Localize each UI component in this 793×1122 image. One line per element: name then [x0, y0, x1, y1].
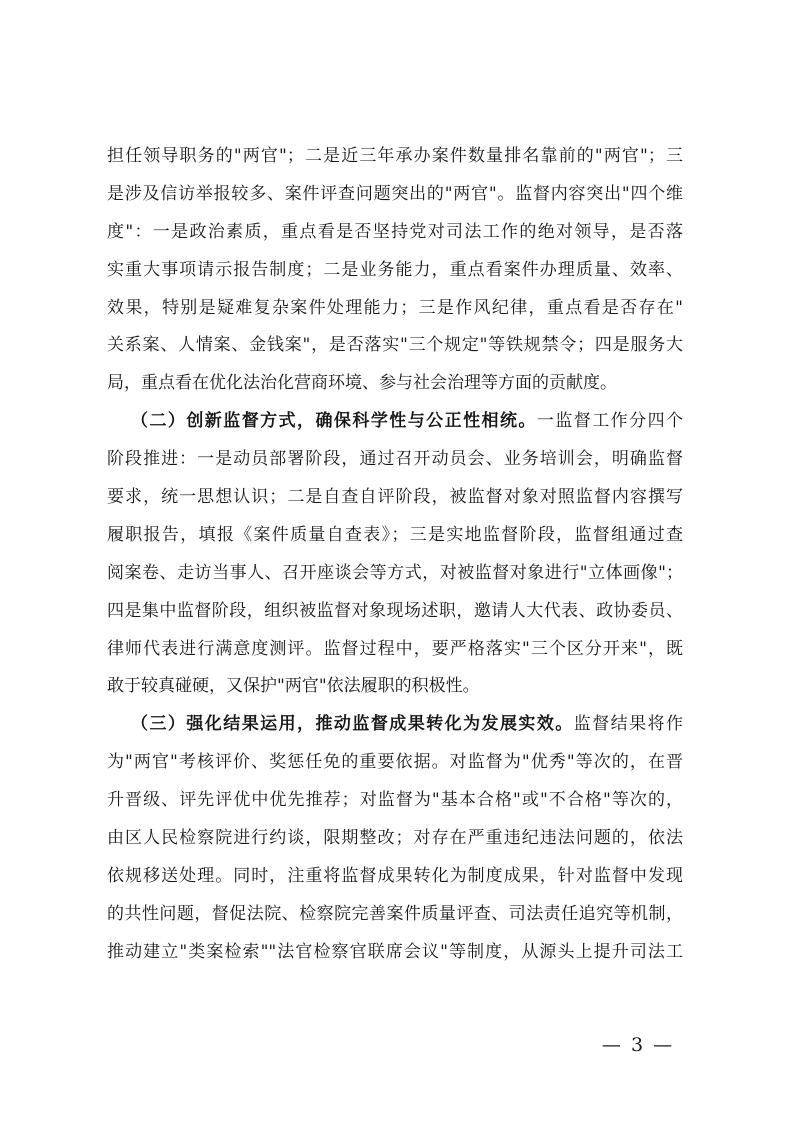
paragraph-section-2: [107, 403, 683, 706]
body-line: 关系案、人情案、金钱案"，是否落实"三个规定"等铁规禁令；四是服务大: [107, 335, 683, 356]
body-line: 依规移送处理。同时，注重将监督成果转化为制度成果，针对监督中发现: [107, 865, 683, 886]
body-line: 为"两官"考核评价、奖惩任免的重要依据。对监督为"优秀"等次的，在晋: [107, 752, 683, 773]
body-text-run: 监督结果将作: [573, 714, 684, 735]
body-line: 担任领导职务的"两官"；二是近三年承办案件数量排名靠前的"两官"；三: [107, 146, 683, 166]
body-line: 要求，统一思想认识；二是自查自评阶段，被监督对象对照监督内容撰写: [107, 487, 683, 508]
body-line: 局，重点看在优化法治化营商环境、参与社会治理等方面的贡献度。: [107, 373, 617, 394]
body-line: 阶段推进：一是动员部署阶段，通过召开动员会、业务培训会，明确监督: [107, 449, 683, 470]
body-line: 四是集中监督阶段，组织被监督对象现场述职，邀请人大代表、政协委员、: [107, 600, 683, 621]
body-line: [107, 403, 683, 441]
section-heading: （二）创新监督方式，确保科学性与公正性相统。: [131, 411, 537, 432]
body-line: 敢于较真碰硬，又保护"两官"依法履职的积极性。: [107, 676, 480, 697]
body-line: 实重大事项请示报告制度；二是业务能力，重点看案件办理质量、效率、: [107, 259, 683, 280]
page-number: — 3 —: [601, 1034, 675, 1056]
body-text-run: 一监督工作分四个: [536, 411, 684, 432]
body-line: 是涉及信访举报较多、案件评查问题突出的"两官"。监督内容突出"四个维: [107, 183, 683, 204]
paragraph-continuation: [107, 138, 683, 403]
body-line: 升晋级、评先评优中优先推荐；对监督为"基本合格"或"不合格"等次的，: [107, 790, 683, 811]
body-text: [107, 138, 683, 972]
body-line: [107, 706, 683, 744]
paragraph-section-3: [107, 706, 683, 971]
body-line: 效果，特别是疑难复杂案件处理能力；三是作风纪律，重点看是否存在": [107, 297, 683, 318]
body-line: 律师代表进行满意度测评。监督过程中，要严格落实"三个区分开来"，既: [107, 638, 683, 659]
body-line: 推动建立"类案检索""法官检察官联席会议"等制度，从源头上提升司法工: [107, 941, 683, 962]
body-line: 由区人民检察院进行约谈，限期整改；对存在严重违纪违法问题的，依法: [107, 828, 683, 849]
body-line: 度"：一是政治素质，重点看是否坚持党对司法工作的绝对领导，是否落: [107, 221, 683, 242]
section-heading: （三）强化结果运用，推动监督成果转化为发展实效。: [131, 714, 574, 735]
body-line: 的共性问题，督促法院、检察院完善案件质量评查、司法责任追究等机制，: [107, 903, 683, 924]
body-line: 阅案卷、走访当事人、召开座谈会等方式，对被监督对象进行"立体画像"；: [107, 562, 683, 583]
body-line: 履职报告，填报《案件质量自查表》；三是实地监督阶段，监督组通过查: [107, 524, 683, 545]
